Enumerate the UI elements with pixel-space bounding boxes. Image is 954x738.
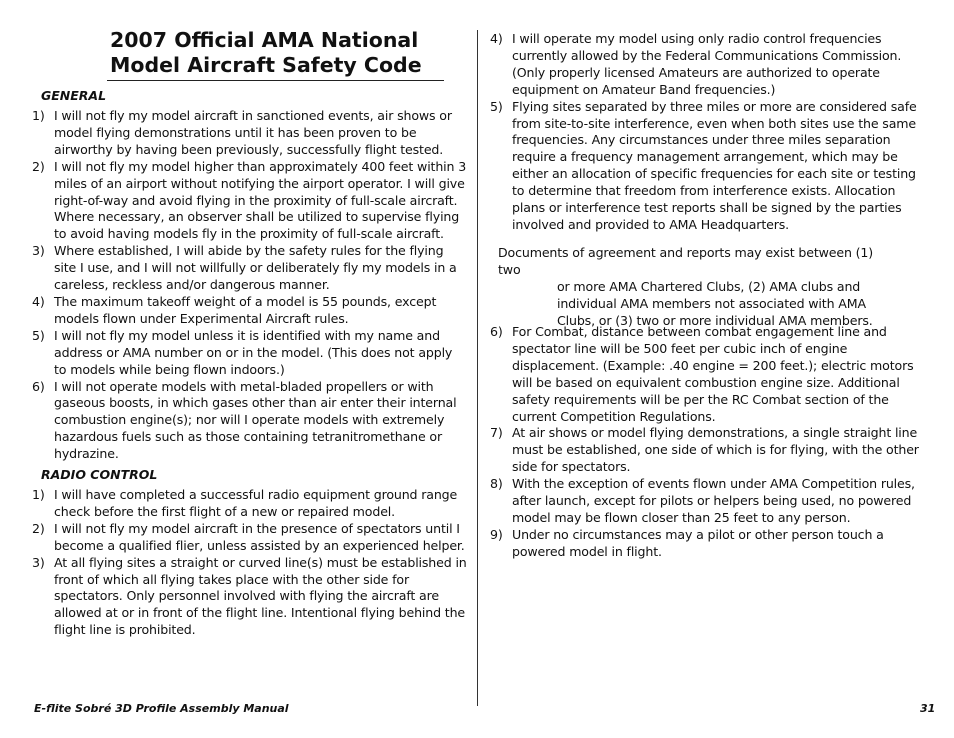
item-text: For Combat, distance between combat engagement line and spectator line will be 500 feet per cubic inch of engine displacement. (Example: .40 engine = 200 feet.); electric motors will be based on equivalent combustion engine size. Additional safety requirements will be per the RC Combat section of the current Competition Regulations.: [512, 324, 914, 424]
list-item: [30, 487, 468, 521]
list-item: [30, 555, 468, 640]
title-line-2: Model Aircraft Safety Code: [110, 53, 422, 77]
note-first-line: Documents of agreement and reports may exist between (1) two: [498, 245, 874, 277]
list-item: [30, 521, 468, 555]
item-text: I will not fly my model aircraft in the presence of spectators until I become a qualified flier, unless assisted by an experienced helper.: [54, 520, 465, 553]
item-number: 2): [32, 158, 45, 174]
item-number: 9): [490, 526, 503, 542]
list-item: [488, 324, 920, 425]
page-number: 31: [920, 702, 936, 715]
item-number: 8): [490, 476, 503, 492]
general-heading: GENERAL: [41, 88, 107, 103]
list-item: [488, 425, 920, 476]
item-text: With the exception of events flown under AMA Competition rules, after launch, except for pilots or helpers being used, no powered model may be flown closer than 25 feet to any person.: [512, 476, 915, 525]
list-item: [488, 527, 920, 561]
item-number: 5): [490, 98, 503, 114]
radio-control-heading: RADIO CONTROL: [41, 467, 158, 482]
item-number: 7): [490, 425, 503, 441]
item-text: I will not fly my model aircraft in sanctioned events, air shows or model flying demonstrations until it has been proven to be airworthy by having been previously, successfully flight tested.: [54, 108, 452, 157]
item-number: 1): [32, 108, 45, 123]
list-item: [30, 243, 468, 294]
list-item: [488, 476, 920, 527]
item-text: I will operate my model using only radio control frequencies currently allowed by the Federal Communications Commission. (Only properly licensed Amateurs are authorized to operate equipment on Amateur Band frequencies.): [512, 31, 902, 97]
title-underline: [107, 80, 444, 81]
list-item: [30, 108, 468, 159]
item-text: Flying sites separated by three miles or more are considered safe from site-to-site interference, even when both sites use the same frequencies. Any circumstances under three miles separation require a frequency management arrangement, which may be either an allocation of specific frequencies for each site or testing to determine that freedom from interference exists. Allocation plans or interference test reports shall be signed by the parties involved and provided to AMA Headquarters.: [512, 98, 917, 232]
item-number: 4): [490, 31, 503, 46]
item-number: 3): [32, 243, 45, 259]
item-text: I will not fly my model higher than approximately 400 feet within 3 miles of an airport without notifying the airport operator. I will give right-of-way and avoid flying in the proximity of full-scale aircraft. Where necessary, an observer shall be utilized to supervise flying to avoid having models fly in the proximity of full-scale aircraft.: [54, 158, 467, 242]
list-item: [30, 294, 468, 328]
list-item: [30, 379, 468, 464]
item-text: Where established, I will abide by the safety rules for the flying site I use, and I will not willfully or deliberately fly my models in a careless, reckless and/or dangerous manner.: [54, 243, 457, 293]
list-item: [488, 99, 920, 234]
item-text: I will not fly my model unless it is identified with my name and address or AMA number on or in the model. (This does not apply to models while being flown indoors.): [54, 327, 453, 377]
item-text: I will not operate models with metal-bladed propellers or with gaseous boosts, in which gases other than air enter their internal combustion engine(s); nor will I operate models with extremely hazardous fuels such as those containing tetranitromethane or hydrazine.: [54, 378, 457, 462]
item-number: 6): [32, 378, 45, 394]
radio-control-list-continued: [488, 31, 920, 234]
page-title: [110, 28, 445, 78]
item-number: 6): [490, 324, 503, 339]
radio-control-list-final: [488, 324, 920, 561]
item-text: At all flying sites a straight or curved line(s) must be established in front of which all flying takes place with the other side for spectators. Only personnel involved with flying the aircraft are allowed at or in front of the flight line. Intentional flying behind the flight line is prohibited.: [54, 554, 467, 638]
item-text: I will have completed a successful radio equipment ground range check before the first flight of a new or repaired model.: [54, 487, 458, 519]
general-list: [30, 108, 468, 463]
item-number: 3): [32, 554, 45, 570]
agreement-note: [498, 244, 898, 329]
note-continuation: or more AMA Chartered Clubs, (2) AMA clubs and individual AMA members not associated with AMA Clubs, or (3) two or more individual AMA members.: [557, 279, 873, 328]
item-number: 5): [32, 327, 45, 343]
list-item: [488, 31, 920, 99]
item-number: 1): [32, 487, 45, 502]
item-number: 2): [32, 520, 45, 536]
list-item: [30, 328, 468, 379]
manual-footer: E-flite Sobré 3D Profile Assembly Manual: [34, 702, 289, 715]
item-text: The maximum takeoff weight of a model is 55 pounds, except models flown under Experimental Aircraft rules.: [54, 293, 437, 326]
column-divider: [477, 30, 478, 706]
title-line-1: 2007 Official AMA National: [110, 28, 419, 52]
radio-control-list: [30, 487, 468, 639]
item-number: 4): [32, 293, 45, 309]
list-item: [30, 159, 468, 244]
item-text: Under no circumstances may a pilot or other person touch a powered model in flight.: [512, 526, 884, 559]
item-text: At air shows or model flying demonstrations, a single straight line must be established, one side of which is for flying, with the other side for spectators.: [512, 425, 919, 475]
